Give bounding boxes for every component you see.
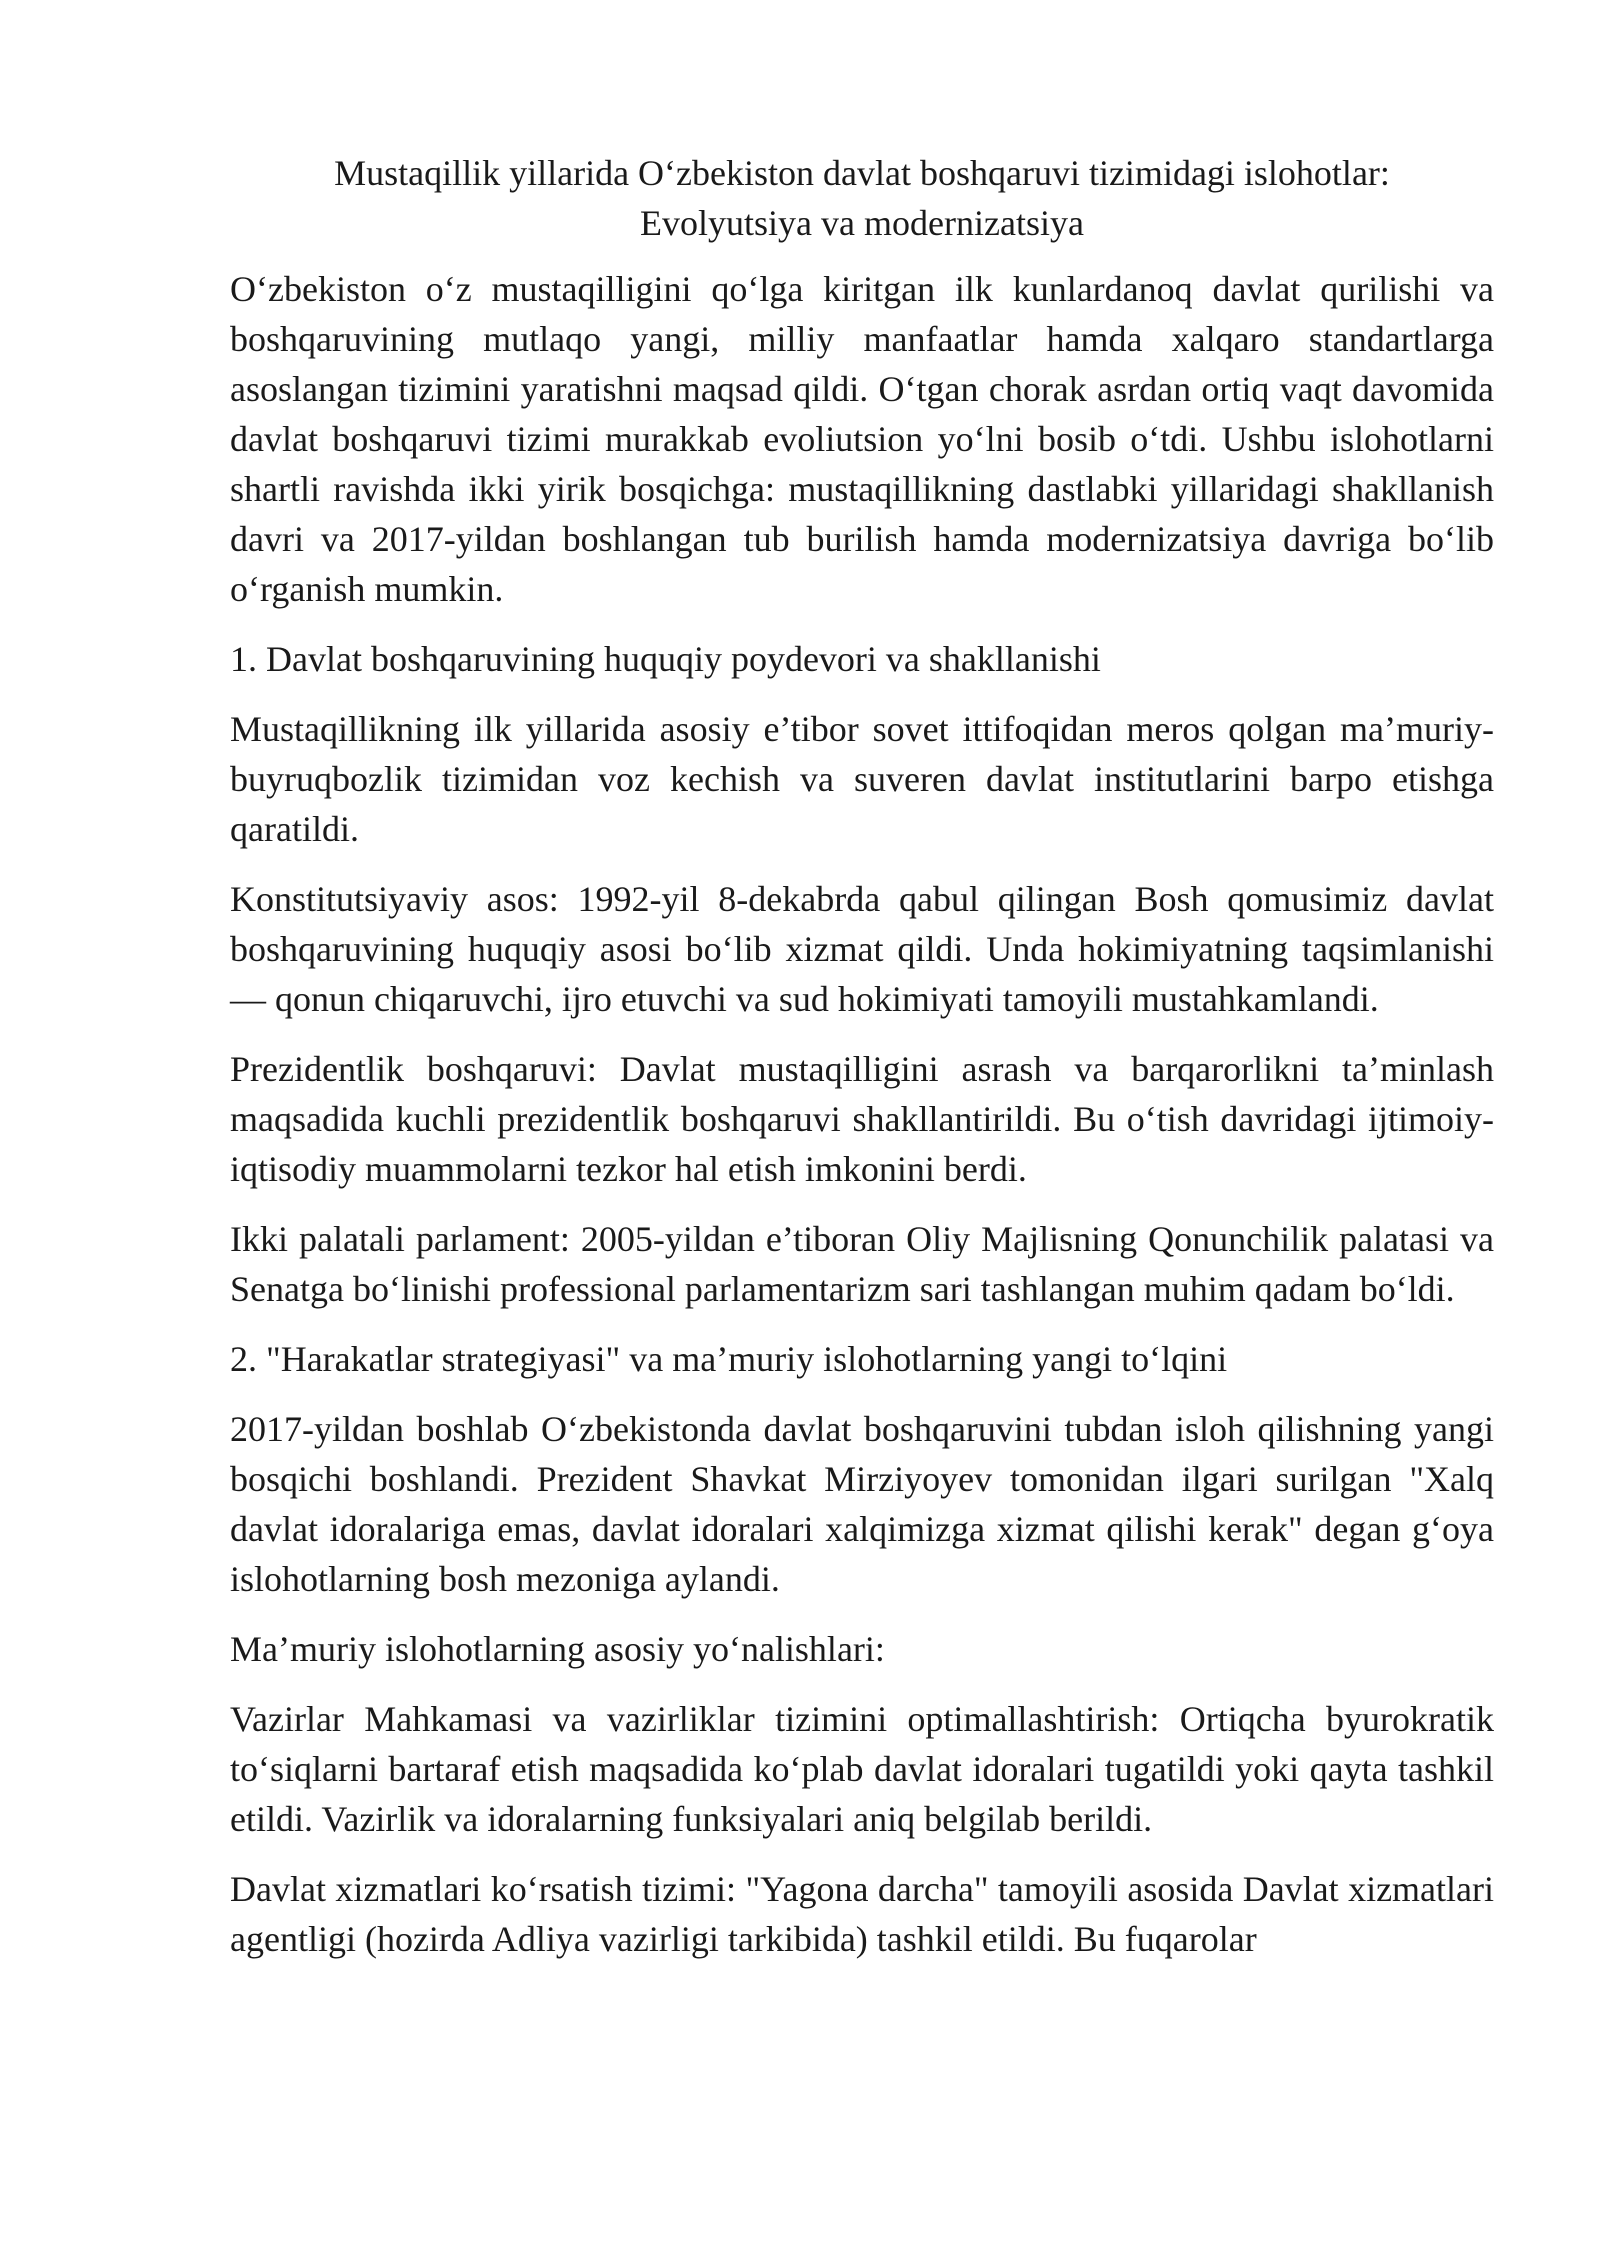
constitution-paragraph: Konstitutsiyaviy asos: 1992-yil 8-dekabrda qabul qilingan Bosh qomusimiz davlat boshqaruvining huquqiy asosi bo‘lib xizmat qildi. Unda hokimiyatning taqsimlanishi — qonun chiqaruvchi, ijro etuvchi va sud hokimiyati tamoyili mustahkamlandi.	[230, 879, 1494, 1019]
presidency-paragraph: Prezidentlik boshqaruvi: Davlat mustaqilligini asrash va barqarorlikni ta’minlash maqsadida kuchli prezidentlik boshqaruvi shakllantirildi. Bu o‘tish davridagi ijtimoiy-iqtisodiy muammolarni tezkor hal etish imkonini berdi.	[230, 1049, 1494, 1189]
intro-paragraph: O‘zbekiston o‘z mustaqilligini qo‘lga kiritgan ilk kunlardanoq davlat qurilishi va boshqaruvining mutlaqo yangi, milliy manfaatlar hamda xalqaro standartlarga asoslangan tizimini yaratishni maqsad qildi. O‘tgan chorak asrdan ortiq vaqt davomida davlat boshqaruvi tizimi murakkab evoliutsion yo‘lni bosib o‘tdi. Ushbu islohotlarni shartli ravishda ikki yirik bosqichga: mustaqillikning dastlabki yillaridagi shakllanish davri va 2017-yildan boshlangan tub burilish hamda modernizatsiya davriga bo‘lib o‘rganish mumkin.	[230, 269, 1494, 609]
section-2-paragraph: 2017-yildan boshlab O‘zbekistonda davlat boshqaruvini tubdan isloh qilishning yangi bosqichi boshlandi. Prezident Shavkat Mirziyoyev tomonidan ilgari surilgan "Xalq davlat idoralariga emas, davlat idoralari xalqimizga xizmat qilishi kerak" degan g‘oya islohotlarning bosh mezoniga aylandi.	[230, 1409, 1494, 1599]
public-services-paragraph: Davlat xizmatlari ko‘rsatish tizimi: "Yagona darcha" tamoyili asosida Davlat xizmatlari agentligi (hozirda Adliya vazirligi tarkibida) tashkil etildi. Bu fuqarolar	[230, 1869, 1494, 1959]
document-title	[230, 148, 1494, 248]
document-title-line-1: Mustaqillik yillarida O‘zbekiston davlat boshqaruvi tizimidagi islohotlar:	[334, 153, 1390, 193]
document-page	[230, 148, 1494, 1984]
cabinet-optimization-paragraph: Vazirlar Mahkamasi va vazirliklar tizimini optimallashtirish: Ortiqcha byurokratik to‘siqlarni bartaraf etish maqsadida ko‘plab davlat idoralari tugatildi yoki qayta tashkil etildi. Vazirlik va idoralarning funksiyalari aniq belgilab berildi.	[230, 1699, 1494, 1839]
parliament-paragraph: Ikki palatali parlament: 2005-yildan e’tiboran Oliy Majlisning Qonunchilik palatasi va Senatga bo‘linishi professional parlamentarizm sari tashlangan muhim qadam bo‘ldi.	[230, 1219, 1494, 1309]
section-1-heading: 1. Davlat boshqaruvining huquqiy poydevori va shakllanishi	[230, 639, 1101, 679]
section-1-paragraph: Mustaqillikning ilk yillarida asosiy e’tibor sovet ittifoqidan meros qolgan ma’muriy-buyruqbozlik tizimidan voz kechish va suveren davlat institutlarini barpo etishga qaratildi.	[230, 709, 1494, 849]
document-title-line-2: Evolyutsiya va modernizatsiya	[640, 203, 1084, 243]
section-2-heading: 2. "Harakatlar strategiyasi" va ma’muriy islohotlarning yangi to‘lqini	[230, 1339, 1228, 1379]
reform-directions-heading: Ma’muriy islohotlarning asosiy yo‘nalishlari:	[230, 1629, 885, 1669]
